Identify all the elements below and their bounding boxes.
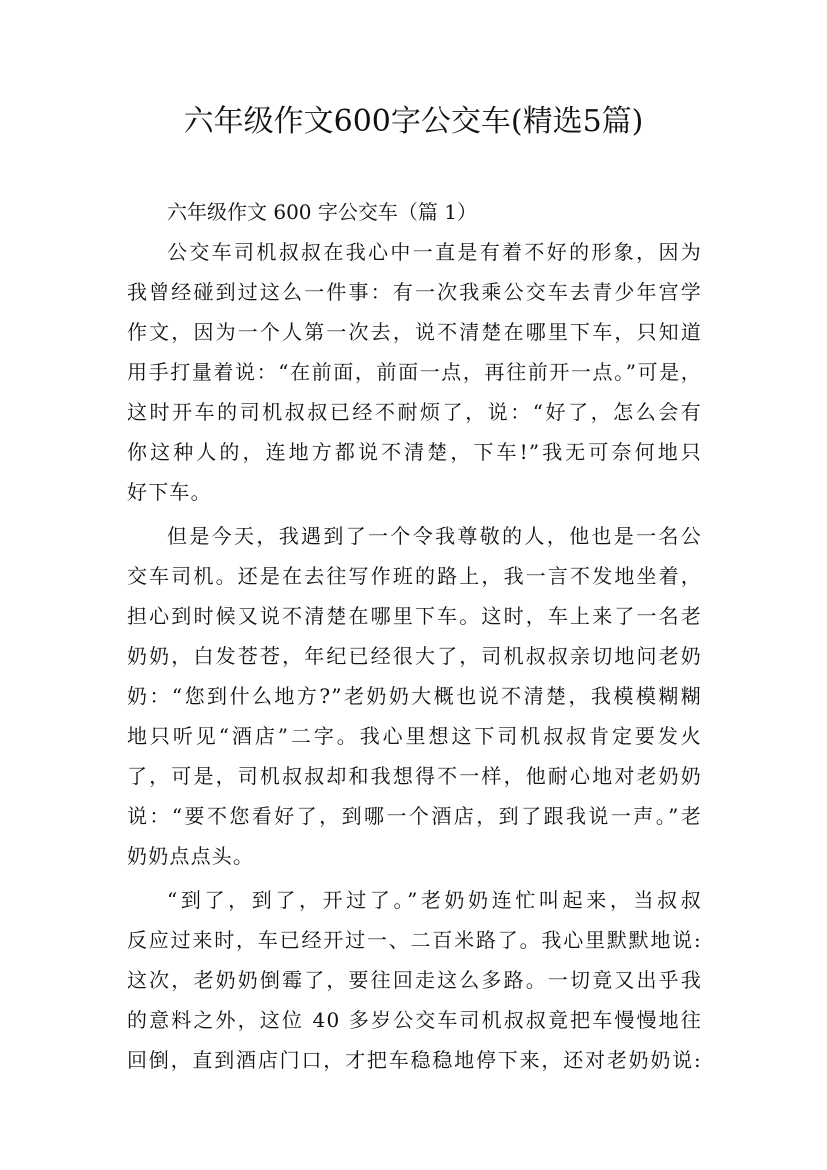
- text-line: 了，可是，司机叔叔却和我想得不一样，他耐心地对老奶奶: [127, 764, 702, 788]
- text-line: 地只听见“酒店”二字。我心里想这下司机叔叔肯定要发火: [127, 724, 702, 748]
- text-line: 的意料之外，这位 40 多岁公交车司机叔叔竟把车慢慢地往: [127, 1008, 702, 1032]
- text-line: 这时开车的司机叔叔已经不耐烦了，说：“好了，怎么会有: [127, 400, 702, 424]
- text-line: 你这种人的，连地方都说不清楚，下车!”我无可奈何地只: [127, 440, 702, 464]
- text-line: 担心到时候又说不清楚在哪里下车。这时，车上来了一名老: [127, 604, 702, 628]
- text-line: 奶奶，白发苍苍，年纪已经很大了，司机叔叔亲切地问老奶: [127, 644, 702, 668]
- section-heading: 六年级作文 600 字公交车（篇 1）: [167, 200, 477, 224]
- text-line: 这次，老奶奶倒霉了，要往回走这么多路。一切竟又出乎我: [127, 968, 702, 992]
- text-line: “到了，到了，开过了。”老奶奶连忙叫起来，当叔叔: [167, 888, 702, 912]
- text-line: 说：“要不您看好了，到哪一个酒店，到了跟我说一声。”老: [127, 804, 702, 828]
- paragraph-2: [127, 516, 702, 876]
- text-line: 用手打量着说：“在前面，前面一点，再往前开一点。”可是，: [127, 360, 702, 384]
- text-line: 反应过来时，车已经开过一、二百米路了。我心里默默地说:: [127, 928, 702, 952]
- text-line: 公交车司机叔叔在我心中一直是有着不好的形象，因为: [167, 240, 702, 264]
- text-line: 但是今天，我遇到了一个令我尊敬的人，他也是一名公: [167, 524, 702, 548]
- paragraph-1: [127, 232, 702, 512]
- text-line: 奶奶点点头。: [127, 844, 255, 868]
- document-title: 六年级作文600字公交车(精选5篇): [183, 104, 644, 139]
- text-line: 交车司机。还是在去往写作班的路上，我一言不发地坐着，: [127, 564, 702, 588]
- text-line: 好下车。: [127, 480, 212, 504]
- text-line: 作文，因为一个人第一次去，说不清楚在哪里下车，只知道: [127, 320, 702, 344]
- text-line: 回倒，直到酒店门口，才把车稳稳地停下来，还对老奶奶说:: [127, 1048, 702, 1072]
- paragraph-3: [127, 880, 702, 1080]
- text-line: 奶：“您到什么地方?”老奶奶大概也说不清楚，我模模糊糊: [127, 684, 702, 708]
- text-line: 我曾经碰到过这么一件事：有一次我乘公交车去青少年宫学: [127, 280, 702, 304]
- document-body: [127, 192, 702, 1084]
